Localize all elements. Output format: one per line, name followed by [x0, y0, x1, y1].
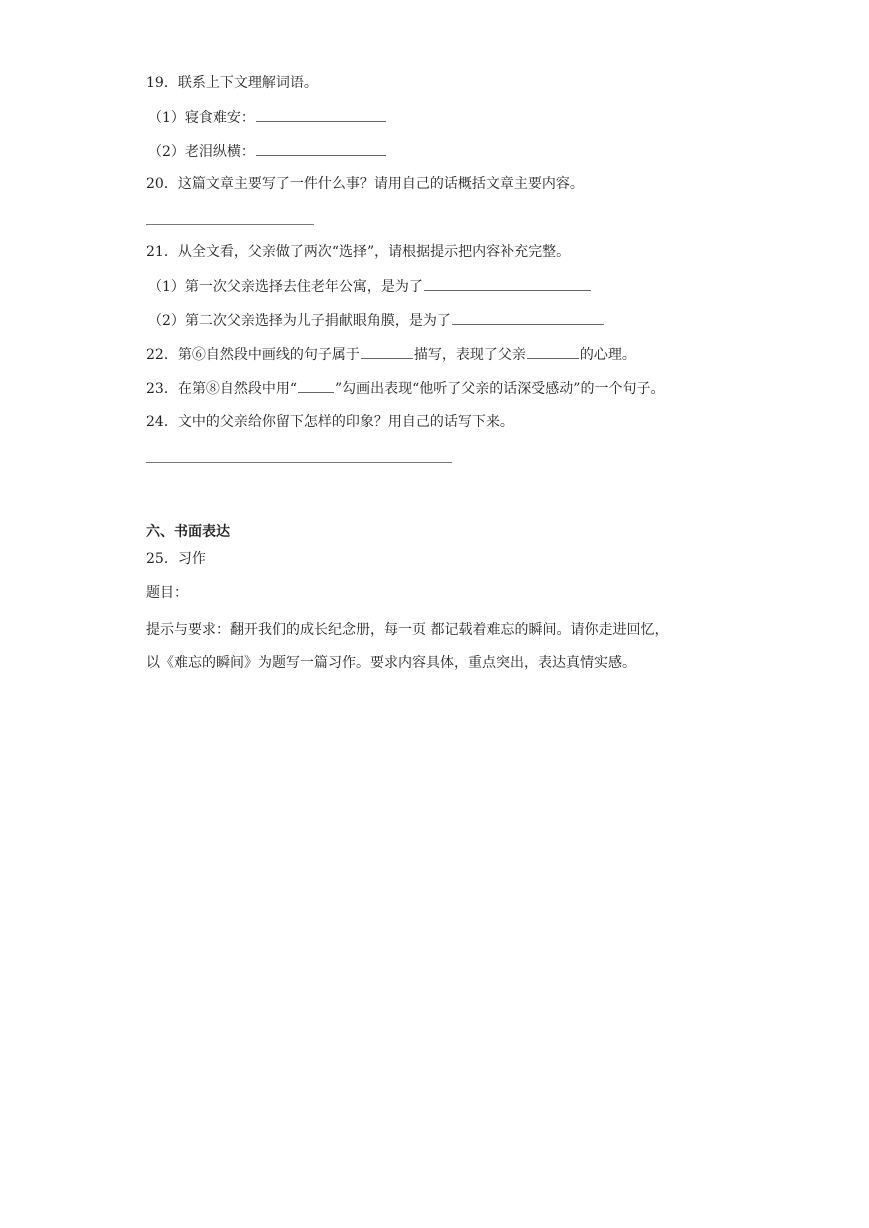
section-6-heading: 六、书面表达 — [146, 524, 230, 540]
question-22-text-2: 描写，表现了父亲 — [413, 347, 526, 363]
question-21-part-2-label: （2）第二次父亲选择为儿子捐献眼角膜，是为了 — [148, 313, 451, 329]
question-22-text-1: 22．第⑥自然段中画线的句子属于 — [146, 347, 360, 363]
question-19-part-1-label: （1）寝食难安： — [148, 110, 255, 126]
underline-mark-example — [298, 378, 334, 393]
answer-blank-22-2[interactable] — [527, 344, 579, 359]
question-22 — [146, 344, 636, 365]
question-22-text-3: 的心理。 — [579, 347, 636, 363]
answer-blank-19-2[interactable] — [256, 141, 386, 156]
question-19-title: 19．联系上下文理解词语。 — [146, 75, 318, 91]
question-21-part-1 — [148, 276, 592, 297]
essay-prompt-line-2: 以《难忘的瞬间》为题写一篇习作。要求内容具体，重点突出，表达真情实感。 — [146, 655, 636, 671]
question-21-part-1-label: （1）第一次父亲选择去住老年公寓，是为了 — [148, 279, 423, 295]
question-23 — [146, 378, 664, 399]
essay-topic-label: 题目： — [146, 585, 188, 601]
answer-blank-22-1[interactable] — [361, 344, 413, 359]
question-25-title: 25．习作 — [146, 551, 206, 567]
answer-line-20[interactable] — [146, 224, 314, 225]
answer-line-24[interactable] — [146, 462, 452, 463]
answer-blank-21-1[interactable] — [424, 276, 591, 291]
question-19-part-2-label: （2）老泪纵横： — [148, 144, 255, 160]
question-19-part-2 — [148, 141, 387, 162]
question-21-part-2 — [148, 310, 605, 331]
question-21-title: 21．从全文看，父亲做了两次“选择”，请根据提示把内容补充完整。 — [146, 244, 571, 260]
question-20-title: 20．这篇文章主要写了一件什么事？请用自己的话概括文章主要内容。 — [146, 176, 584, 192]
question-24-title: 24．文中的父亲给你留下怎样的印象？用自己的话写下来。 — [146, 414, 514, 430]
question-19-part-1 — [148, 107, 387, 128]
essay-prompt-line-1: 提示与要求：翻开我们的成长纪念册，每一页 都记载着难忘的瞬间。请你走进回忆， — [146, 622, 669, 638]
question-23-text-2: ”勾画出表现“他听了父亲的话深受感动”的一个句子。 — [334, 381, 665, 397]
question-23-text-1: 23．在第⑧自然段中用“ — [146, 381, 297, 397]
answer-blank-21-2[interactable] — [452, 310, 604, 325]
answer-blank-19-1[interactable] — [256, 107, 386, 122]
